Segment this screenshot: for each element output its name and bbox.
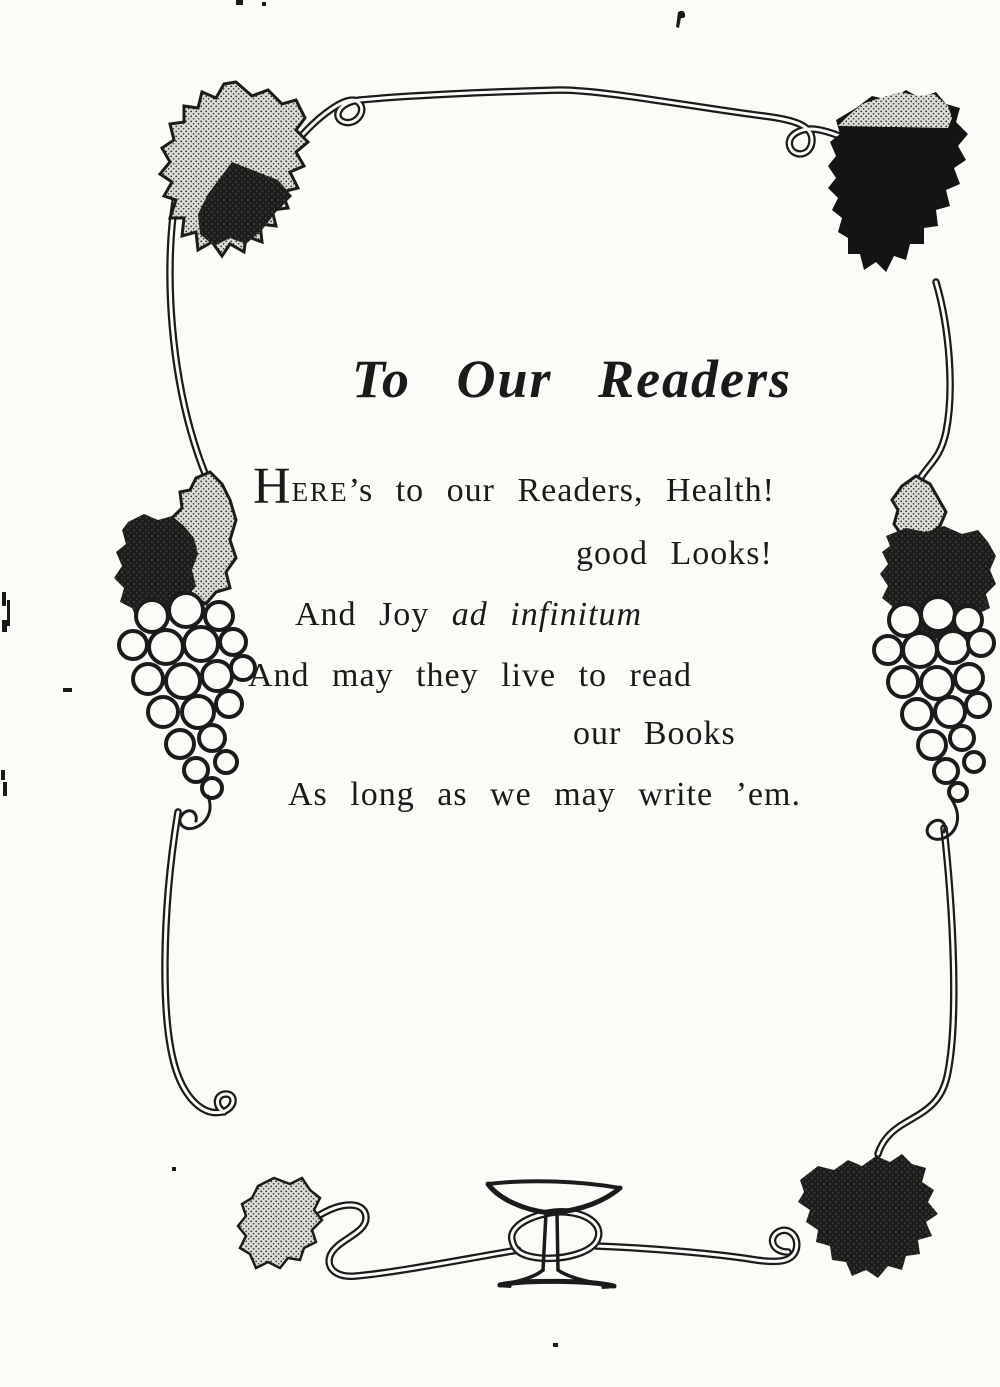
poem-line-3-normal: And Joy [295, 596, 430, 633]
bottom-right-grape-leaf-icon [798, 1154, 938, 1278]
poem-line-2: good Looks! [576, 535, 773, 572]
grapes [874, 597, 994, 801]
poem-line-1-lead-cap: H [253, 458, 292, 515]
poem-line-3 [295, 596, 642, 634]
poem-line-3-italic: ad infinitum [451, 596, 643, 633]
page-title: To Our Readers [352, 349, 793, 409]
grapes [119, 593, 255, 798]
top-right-grape-leaf-icon [828, 90, 968, 272]
left-grape-cluster-icon [114, 472, 255, 829]
right-grape-cluster-icon [874, 476, 996, 839]
top-left-grape-leaf-icon [160, 82, 308, 256]
poem-line-4: And may they live to read [248, 657, 693, 694]
bottom-left-grape-leaf-icon [238, 1178, 322, 1268]
poem-line-1 [253, 458, 775, 515]
poem-line-5: our Books [573, 715, 736, 752]
poem-line-1-small-caps: ERE [291, 477, 349, 507]
poem-line-6: As long as we may write ’em. [288, 776, 801, 813]
poem-line-1-rest: ’s to our Readers, Health! [348, 472, 775, 509]
